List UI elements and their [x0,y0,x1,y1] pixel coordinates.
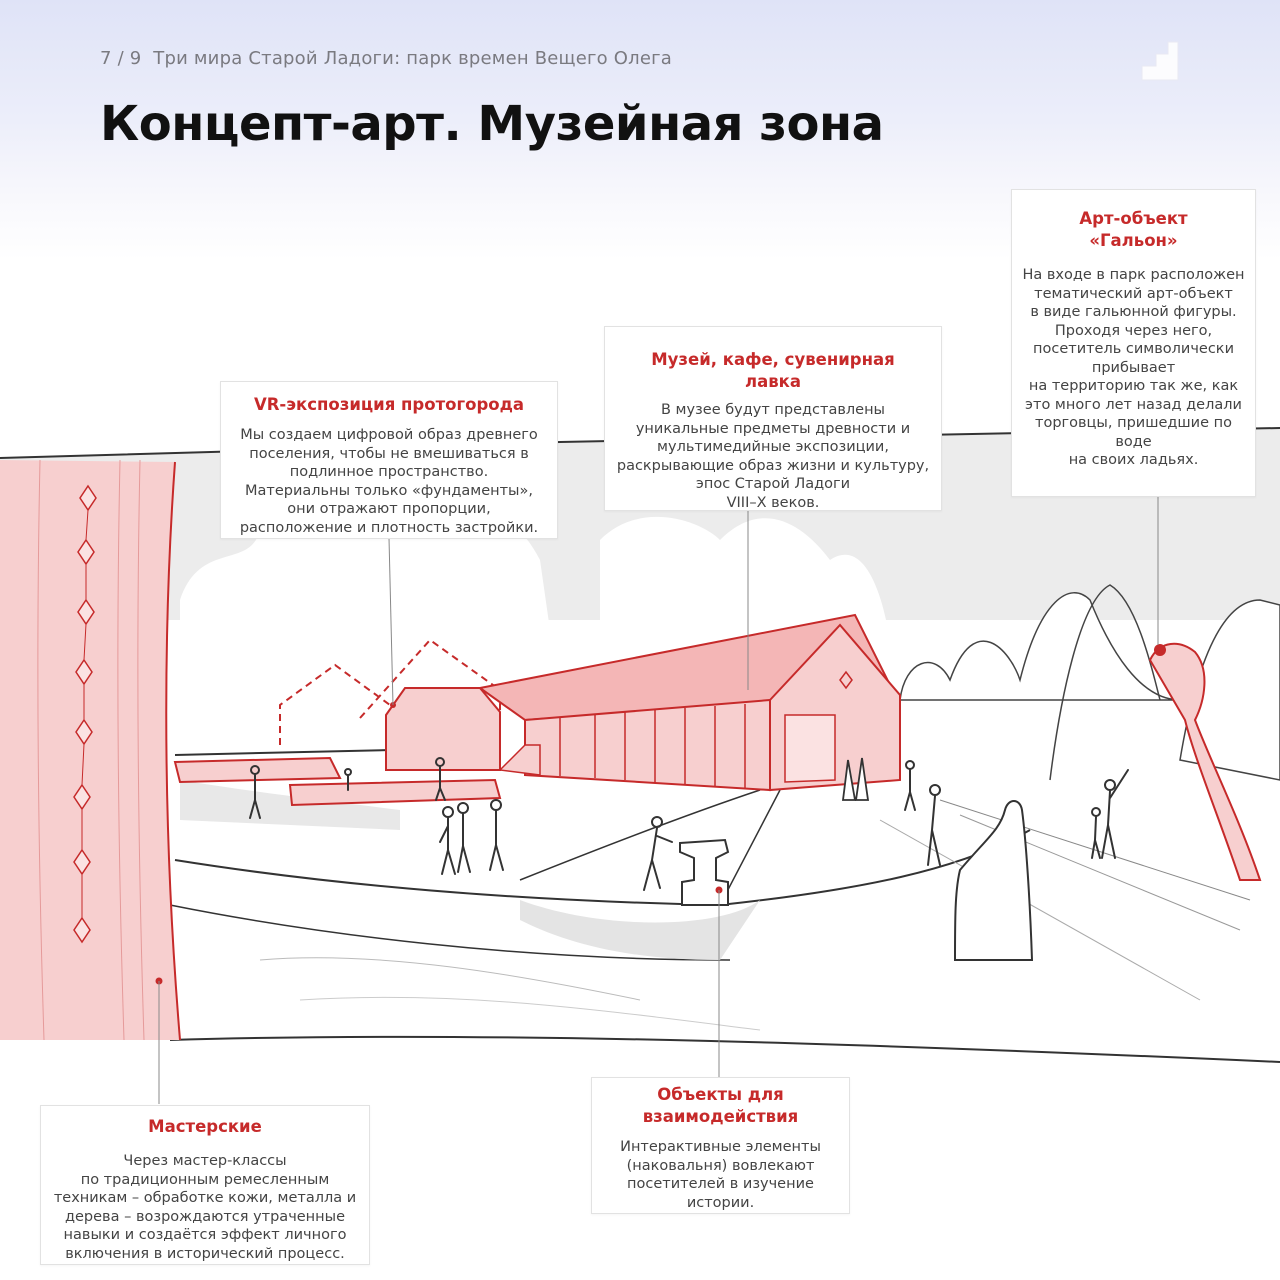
page-indicator: 7 / 9 [100,48,142,69]
card-galleon [1011,189,1256,497]
card-workshops-title: Мастерские [148,1117,262,1136]
card-galleon-body: На входе в парк расположен тематический арт-объект в виде гальюнной фигуры. Проходя через него, посетитель символически прибывает на территорию так же, как это много лет назад делали торговцы, пришедшие по воде на своих ладьях. [1022,267,1245,468]
card-museum [604,326,942,511]
card-interaction-body: Интерактивные элементы (наковальня) вовлекают посетителей в изучение истории. [620,1139,821,1211]
card-workshops [40,1105,370,1265]
card-museum-title: Музей, кафе, сувенирная лавка [651,350,895,391]
card-workshops-body: Через мастер-классы по традиционным ремесленным техникам – обработке кожи, металла и дерева – возрождаются утраченные навыки и создаётся эффект личного включения в исторический процесс. [53,1153,357,1262]
card-interaction-title: Объекты для взаимодействия [642,1085,799,1126]
card-vr-title: VR-экспозиция протогорода [253,395,525,414]
card-vr-body: Мы создаем цифровой образ древнего поселения, чтобы не вмешиваться в подлинное пространство. Материальны только «фундаменты», они отражают пропорции, расположение и плотность застройки. [239,427,539,536]
card-museum-body: В музее будут представлены уникальные предметы древности и мультимедийные экспозиции, раскрывающие образ жизни и культуру, эпос Старой Ладоги VIII–X веков. [616,402,930,511]
card-galleon-title: Арт-объект «Гальон» [1079,209,1188,250]
card-vr-exposition [220,381,558,539]
page-title: Концепт-арт. Музейная зона [100,96,884,152]
subtitle-text: Три мира Старой Ладоги: парк времен Вещего Олега [153,48,673,69]
card-interaction [591,1077,850,1214]
